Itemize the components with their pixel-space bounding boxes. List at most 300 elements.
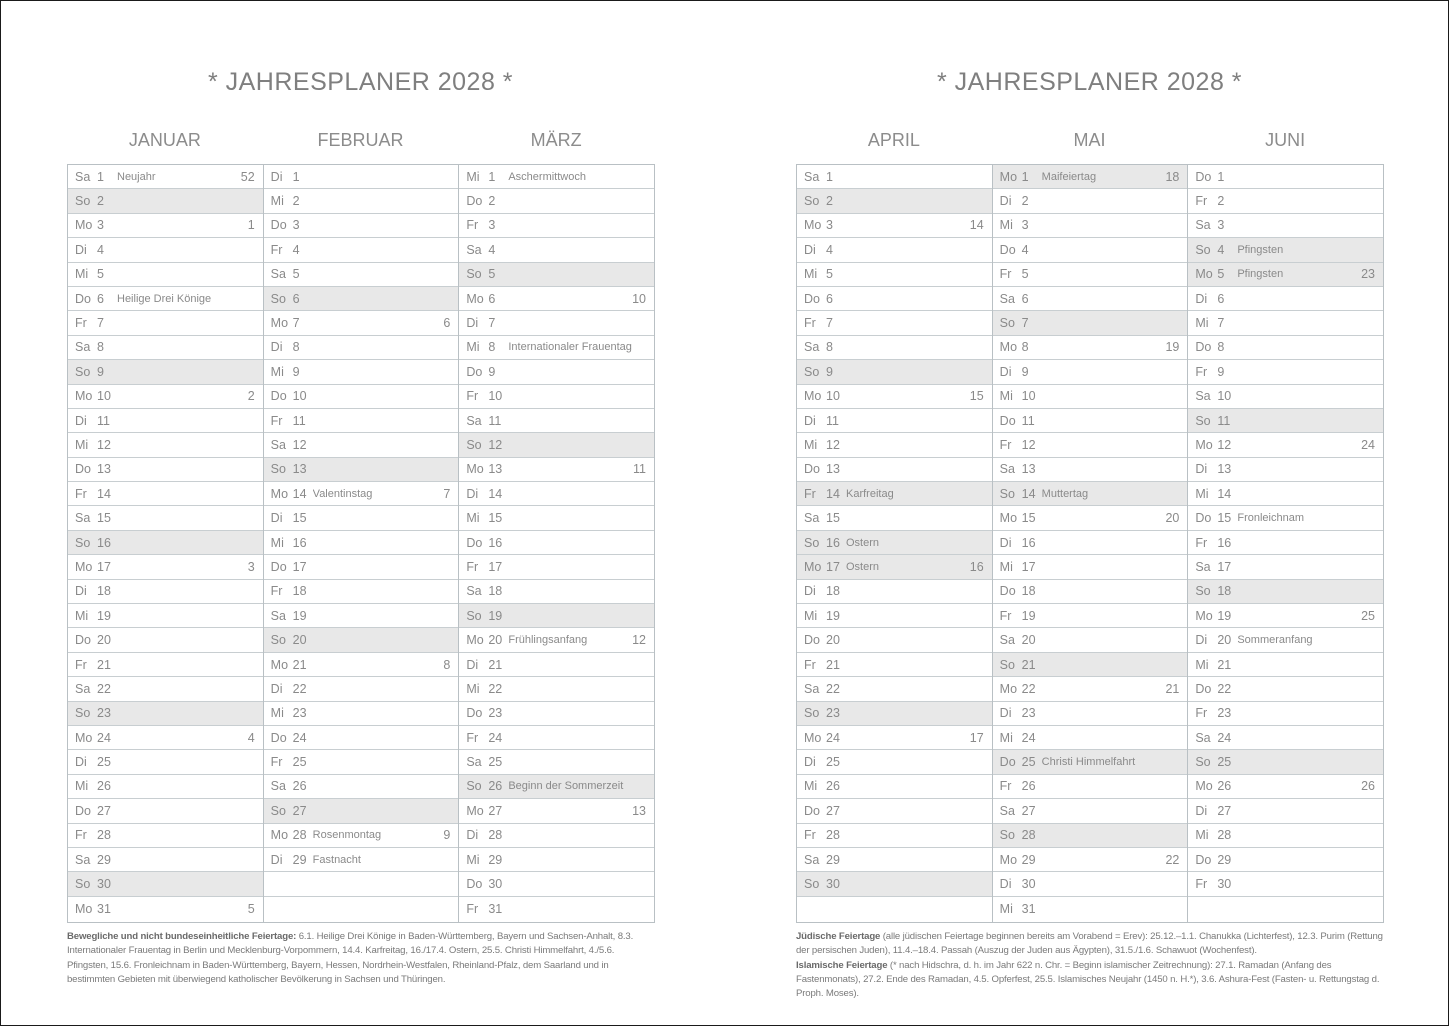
weekday: Sa [1195,559,1211,574]
day-row [459,433,654,457]
weekday: Sa [1195,389,1211,404]
weekday: Mo [1195,267,1213,282]
day-number: 9 [1217,364,1225,379]
day-number: 8 [826,340,833,355]
day-number: 4 [826,242,833,257]
month-headers [796,130,1383,154]
weekday: Sa [270,608,286,623]
day-number: 22 [1217,681,1232,696]
week-number: 26 [1361,779,1376,794]
day-number: 24 [1217,730,1232,745]
day-number: 11 [1021,413,1035,428]
day-number: 24 [292,730,307,745]
day-row [264,653,459,677]
day-number: 8 [488,340,496,355]
day-row [1188,287,1383,311]
week-number: 8 [443,657,451,672]
day-row [797,214,992,238]
day-row [993,385,1188,409]
day-number: 30 [1217,877,1232,892]
day-number: 22 [292,681,307,696]
weekday: So [1195,584,1211,599]
day-row [797,287,992,311]
weekday: Mo [270,316,289,331]
day-row [68,311,263,335]
weekday: Mo [999,511,1018,526]
weekday: Fr [75,486,87,501]
weekday: Sa [75,340,91,355]
day-number: 9 [97,364,104,379]
weekday: Sa [999,462,1015,477]
day-row [797,311,992,335]
day-row [1188,628,1383,652]
weekday: Di [804,242,816,257]
weekday: Mi [1195,316,1209,331]
day-row [797,531,992,555]
day-number: 28 [1021,828,1036,843]
day-row [264,165,459,189]
day-row [264,555,459,579]
event-label: Valentinstag [312,487,373,500]
weekday: Di [804,584,816,599]
weekday: Mi [466,169,480,184]
day-row [993,872,1188,896]
day-row [797,824,992,848]
page-title: * JAHRESPLANER 2028 * [207,68,514,96]
day-number: 1 [1021,169,1029,184]
day-row [68,726,263,750]
weekday: Mi [270,535,284,550]
day-row [68,897,263,921]
day-row [459,165,654,189]
day-number: 30 [1021,877,1036,892]
day-number: 20 [488,633,503,648]
calendar-grid [796,164,1384,923]
day-number: 18 [488,584,503,599]
weekday: Do [999,584,1016,599]
day-row [797,604,992,628]
day-number: 6 [1021,291,1029,306]
day-number: 29 [292,852,307,867]
day-row [68,628,263,652]
day-number: 18 [292,584,307,599]
day-row [68,580,263,604]
day-row [459,311,654,335]
day-number: 13 [1021,462,1036,477]
day-row [459,824,654,848]
weekday: So [75,535,91,550]
week-number: 7 [443,486,451,501]
week-number: 14 [969,218,984,233]
empty-day-row [797,897,992,921]
weekday: Mi [999,559,1013,574]
day-row [68,872,263,896]
day-row [797,263,992,287]
weekday: Fr [466,559,479,574]
day-number: 16 [97,535,111,550]
weekday: Mi [466,681,480,696]
day-row [68,702,263,726]
weekday: Mi [999,218,1013,233]
weekday: Mi [804,267,818,282]
day-row [993,531,1188,555]
day-row [1188,824,1383,848]
day-number: 4 [97,242,104,257]
weekday: Mi [270,706,284,721]
weekday: Di [999,535,1012,550]
day-number: 7 [826,316,833,331]
day-row [993,750,1188,774]
day-row [264,385,459,409]
weekday: Di [804,755,816,770]
day-number: 3 [292,218,300,233]
weekday: Sa [75,511,91,526]
weekday: So [75,364,91,379]
day-row [264,677,459,701]
day-number: 27 [488,803,503,818]
day-number: 25 [292,755,307,770]
day-row [797,872,992,896]
week-number: 22 [1165,852,1180,867]
day-number: 12 [97,437,111,452]
weekday: Mi [466,852,480,867]
weekday: Mo [1195,608,1213,623]
day-number: 17 [97,559,111,574]
day-row [1188,580,1383,604]
day-row [993,336,1188,360]
day-number: 28 [292,828,307,843]
weekday: Mi [466,340,480,355]
footnote-text: (alle jüdischen Feiertage beginnen bereits am Vorabend = Erev): 25.12.–1.1. Chanukka (Lichterfest), 12.3. Purim (Rettung der persischen Juden), 11.4.–18.4. Passah (Auszug der Juden aus Ägypten), 31.5./1.6. Schawuot (Wochenfest). [796,931,1383,957]
weekday: Mo [75,730,93,745]
weekday: Mo [75,218,93,233]
day-row [1188,555,1383,579]
right-page [796,0,1383,1026]
weekday: Fr [1195,706,1208,721]
weekday: Sa [804,511,820,526]
weekday: Mo [270,657,289,672]
weekday: Fr [999,779,1012,794]
day-number: 23 [1021,706,1036,721]
day-number: 20 [97,633,111,648]
day-row [993,189,1188,213]
day-row [68,555,263,579]
week-number: 9 [443,828,451,843]
day-row [1188,458,1383,482]
month-headers [67,130,654,154]
day-row [993,897,1188,921]
day-row [1188,482,1383,506]
day-row [1188,311,1383,335]
day-row [459,385,654,409]
day-row [68,848,263,872]
day-row [797,238,992,262]
day-number: 2 [292,194,300,209]
day-number: 4 [488,242,496,257]
month-header: FEBRUAR [317,130,404,150]
month-column [797,165,993,922]
day-number: 9 [1021,364,1029,379]
day-row [993,214,1188,238]
day-number: 21 [97,657,111,672]
day-number: 2 [1021,194,1029,209]
day-number: 7 [488,316,496,331]
weekday: Do [999,755,1016,770]
day-number: 28 [488,828,503,843]
day-row [68,287,263,311]
day-row [264,214,459,238]
day-number: 19 [292,608,307,623]
day-number: 25 [488,755,503,770]
day-row [993,506,1188,530]
day-row [993,580,1188,604]
day-number: 30 [488,877,503,892]
weekday: Sa [1195,218,1211,233]
day-number: 20 [826,633,840,648]
weekday: Fr [270,755,283,770]
day-row [797,360,992,384]
day-number: 8 [1217,340,1225,355]
weekday: So [75,194,91,209]
weekday: Di [466,486,479,501]
event-label: Sommeranfang [1237,634,1313,647]
weekday: Mo [804,218,822,233]
event-label: Heilige Drei Könige [117,292,212,305]
day-row [993,311,1188,335]
left-page [67,0,654,1026]
day-number: 29 [1021,852,1036,867]
day-number: 14 [292,486,307,501]
weekday: Sa [270,437,286,452]
weekday: Di [270,340,283,355]
weekday: Do [466,535,483,550]
day-row [264,848,459,872]
weekday: Fr [1195,877,1208,892]
weekday: Mo [1195,779,1213,794]
weekday: Mo [804,559,822,574]
day-number: 10 [488,389,503,404]
event-label: Pfingsten [1237,268,1284,281]
day-row [797,677,992,701]
page-title: * JAHRESPLANER 2028 * [936,68,1243,96]
event-label: Christi Himmelfahrt [1041,756,1136,769]
weekday: Do [466,194,483,209]
weekday: Fr [466,901,479,916]
weekday: Do [270,218,287,233]
day-row [459,458,654,482]
empty-day-row [264,897,459,921]
weekday: Di [1195,462,1208,477]
weekday: Mi [804,437,818,452]
weekday: Mi [75,608,89,623]
weekday: So [75,877,91,892]
day-number: 2 [1217,194,1225,209]
day-row [68,824,263,848]
day-row [68,360,263,384]
day-number: 22 [488,681,503,696]
day-row [1188,775,1383,799]
day-number: 25 [97,755,111,770]
day-number: 29 [488,852,503,867]
day-number: 15 [488,511,503,526]
day-row [797,385,992,409]
weekday: Sa [466,242,482,257]
day-row [68,433,263,457]
day-number: 2 [97,194,104,209]
day-number: 3 [826,218,833,233]
day-row [68,214,263,238]
day-row [1188,750,1383,774]
day-row [459,555,654,579]
day-row [459,628,654,652]
day-row [1188,385,1383,409]
day-row [993,458,1188,482]
day-number: 31 [488,901,503,916]
day-row [459,799,654,823]
day-number: 27 [97,803,111,818]
weekday: Mi [75,437,89,452]
day-row [459,360,654,384]
day-row [264,433,459,457]
day-row [68,506,263,530]
weekday: So [999,657,1015,672]
day-row [1188,531,1383,555]
weekday: So [466,779,482,794]
day-row [459,677,654,701]
day-number: 23 [97,706,111,721]
weekday: Di [75,755,87,770]
day-number: 18 [97,584,111,599]
day-number: 17 [1021,559,1036,574]
day-number: 10 [1217,389,1232,404]
day-row [264,482,459,506]
weekday: Mo [75,559,93,574]
week-number: 24 [1361,437,1376,452]
event-label: Ostern [846,560,880,573]
weekday: Fr [804,486,816,501]
day-row [264,775,459,799]
day-number: 6 [97,291,104,306]
week-number: 2 [247,389,255,404]
day-number: 11 [488,413,502,428]
day-number: 23 [292,706,307,721]
weekday: Mo [75,901,93,916]
day-row [993,702,1188,726]
month-header: MAI [1073,130,1106,150]
weekday: Di [75,413,87,428]
day-row [797,653,992,677]
day-number: 24 [488,730,503,745]
day-number: 8 [97,340,104,355]
weekday: Do [804,633,820,648]
weekday: So [466,437,482,452]
weekday: Fr [466,389,479,404]
weekday: So [1195,755,1211,770]
weekday: Di [1195,291,1208,306]
week-number: 6 [443,316,451,331]
day-row [797,580,992,604]
day-number: 26 [826,779,840,794]
day-number: 13 [292,462,307,477]
month-column [264,165,460,922]
weekday: Fr [804,316,816,331]
day-number: 27 [1217,803,1232,818]
weekday: So [999,828,1015,843]
weekday: Do [804,462,820,477]
day-number: 5 [292,267,300,282]
day-row [459,482,654,506]
day-row [264,726,459,750]
day-number: 15 [292,511,307,526]
day-number: 26 [1217,779,1232,794]
weekday: Di [999,877,1012,892]
day-number: 10 [292,389,307,404]
footnote [796,930,1386,1001]
weekday: Do [75,803,91,818]
weekday: Fr [270,242,283,257]
day-number: 10 [97,389,111,404]
weekday: Mo [466,462,484,477]
weekday: Sa [999,291,1015,306]
day-number: 3 [1217,218,1225,233]
day-number: 18 [1021,584,1036,599]
day-number: 14 [1217,486,1232,501]
day-number: 5 [1217,267,1225,282]
day-number: 21 [488,657,503,672]
day-row [993,775,1188,799]
day-number: 5 [826,267,833,282]
footnote-heading: Bewegliche und nicht bundeseinheitliche Feiertage: [67,931,297,942]
day-row [68,653,263,677]
day-row [264,580,459,604]
day-number: 19 [488,608,503,623]
day-number: 14 [826,486,840,501]
weekday: Di [270,852,283,867]
day-number: 16 [488,535,503,550]
day-number: 27 [826,803,840,818]
day-number: 17 [488,559,503,574]
day-number: 29 [1217,852,1232,867]
day-row [459,775,654,799]
day-row [993,433,1188,457]
weekday: Di [999,194,1012,209]
day-row [1188,238,1383,262]
day-number: 4 [1217,242,1225,257]
event-label: Beginn der Sommerzeit [508,780,624,793]
weekday: So [999,486,1015,501]
day-row [797,848,992,872]
weekday: Mo [75,389,93,404]
day-row [1188,604,1383,628]
event-label: Pfingsten [1237,243,1284,256]
empty-day-row [264,872,459,896]
day-number: 1 [97,169,104,184]
event-label: Fronleichnam [1237,512,1304,525]
weekday: Fr [75,316,87,331]
weekday: So [466,267,482,282]
day-row [993,677,1188,701]
weekday: Mi [999,389,1013,404]
day-row [68,238,263,262]
day-row [1188,214,1383,238]
day-row [68,165,263,189]
weekday: Fr [466,218,479,233]
day-row [1188,506,1383,530]
week-number: 1 [247,218,255,233]
day-number: 19 [97,608,111,623]
weekday: So [804,535,820,550]
weekday: Mi [1195,828,1209,843]
